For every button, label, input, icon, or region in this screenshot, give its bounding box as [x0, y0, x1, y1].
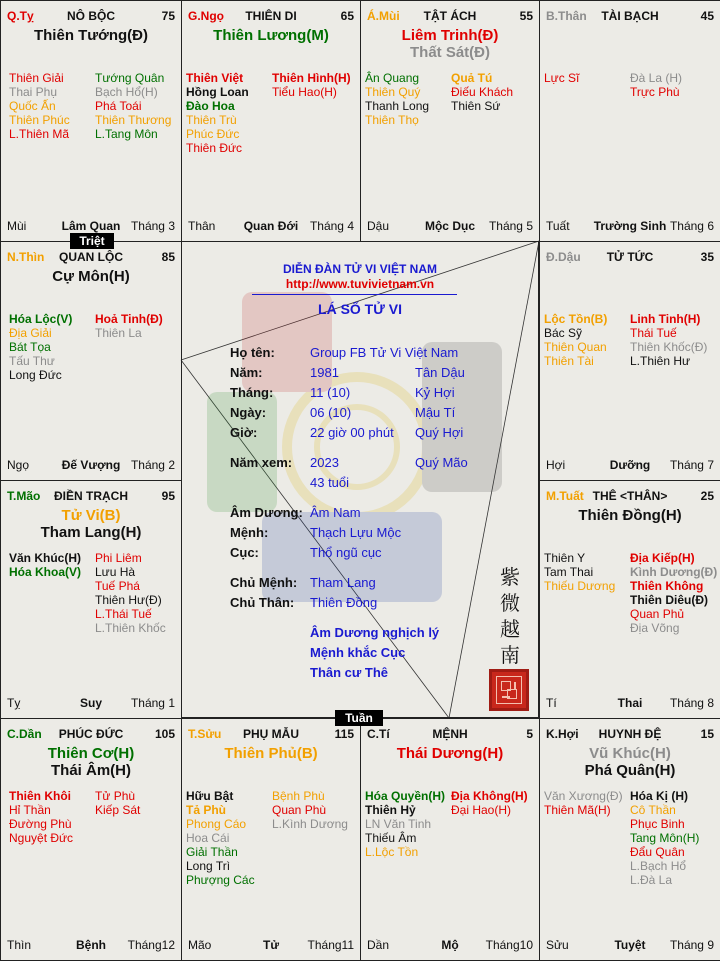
minor-star: Thiên Việt — [186, 71, 244, 85]
amduong-value: Âm Nam — [310, 505, 361, 520]
minor-star: Lưu Hà — [95, 565, 136, 579]
minor-star: Thanh Long — [365, 99, 430, 113]
minor-star: Địa Giải — [9, 326, 52, 340]
minor-star: Hoa Cái — [186, 831, 230, 845]
palace-footer — [188, 219, 354, 233]
minor-star: Tấu Thư — [9, 354, 55, 368]
palace-age: 45 — [700, 9, 714, 23]
palace-header — [7, 489, 175, 505]
footer-branch: Sửu — [546, 938, 569, 952]
footer-stage: Trường Sinh — [593, 219, 667, 233]
minor-star: Tuế Phá — [95, 579, 140, 593]
minor-star: Phi Liêm — [95, 551, 142, 565]
palace-age: 25 — [700, 489, 714, 503]
menh-value: Thạch Lựu Mộc — [310, 525, 402, 540]
view-year-canchi: Quý Mão — [415, 455, 468, 470]
minor-star: Thiên Không — [630, 579, 704, 593]
palace-branch: Q.Tỵ — [7, 9, 34, 23]
minor-star: Tam Thai — [544, 565, 594, 579]
main-star: Thất Sát(Đ) — [410, 44, 490, 61]
palace-footer — [7, 219, 175, 233]
palace-name: NÔ BỘC — [67, 9, 115, 23]
main-stars — [1, 268, 181, 285]
month-label: Tháng: — [230, 385, 274, 400]
footer-branch: Ngọ — [7, 458, 30, 472]
minor-stars-right — [630, 312, 707, 368]
year-label: Năm: — [230, 365, 263, 380]
palace-footer — [546, 696, 714, 710]
minor-stars-right — [630, 789, 699, 887]
palace-name: HUYNH ĐỆ — [598, 727, 662, 741]
minor-stars-left — [544, 312, 607, 368]
footer-month: Tháng 7 — [669, 458, 714, 472]
palace-name: TẬT ÁCH — [423, 9, 477, 23]
palace-name: THÊ <THÂN> — [592, 489, 668, 503]
palace-header — [7, 250, 175, 266]
minor-star: Điếu Khách — [451, 85, 514, 99]
minor-star: Thiên Khốc(Đ) — [630, 340, 708, 354]
calligraphy-column — [495, 564, 525, 668]
palace-age: 95 — [161, 489, 175, 503]
palace-footer — [367, 938, 533, 952]
footer-month: Tháng 8 — [669, 696, 714, 710]
minor-stars-left — [365, 789, 445, 859]
hour-value: 22 giờ 00 phút — [310, 425, 394, 440]
footer-stage: Mộc Dục — [424, 219, 475, 233]
note-amduong: Âm Dương nghịch lý — [310, 625, 440, 640]
palace-header — [546, 250, 714, 266]
footer-stage: Thai — [617, 696, 643, 710]
footer-month: Tháng11 — [307, 938, 354, 952]
footer-branch: Mùi — [7, 219, 27, 233]
palace-age: 75 — [161, 9, 175, 23]
palace-branch: N.Thìn — [7, 250, 45, 264]
minor-star: Tang Môn(H) — [630, 831, 700, 845]
minor-star: Phá Toái — [95, 99, 142, 113]
footer-stage: Tuyệt — [614, 938, 646, 952]
main-star: Thiên Phủ(B) — [224, 745, 318, 762]
minor-star: Hoả Tinh(Đ) — [95, 312, 163, 326]
note-menh-cuc: Mệnh khắc Cục — [310, 645, 406, 660]
footer-month: Tháng 5 — [488, 219, 533, 233]
minor-star: Địa Kiếp(H) — [630, 551, 695, 565]
palace-cell — [539, 480, 720, 719]
view-year-label: Năm xem: — [230, 455, 293, 470]
minor-star: Thiên Y — [544, 551, 586, 565]
minor-star: Thiên Phúc — [9, 113, 70, 127]
calligraphy-char-1: 紫 — [500, 565, 520, 589]
amduong-label: Âm Dương: — [230, 505, 303, 520]
minor-star: Long Đức — [9, 368, 62, 382]
palace-cell — [360, 718, 540, 961]
palace-footer — [546, 458, 714, 472]
minor-star: Tướng Quân — [95, 71, 165, 85]
main-star: Tử Vi(B) — [61, 507, 121, 524]
cuc-value: Thổ ngũ cục — [310, 545, 382, 560]
palace-cell — [0, 241, 182, 481]
minor-star: Trực Phù — [630, 85, 680, 99]
minor-star: Cô Thần — [630, 803, 676, 817]
minor-stars-right — [451, 789, 528, 817]
palace-cell — [181, 0, 361, 242]
palace-cell — [0, 480, 182, 719]
palace-cell — [0, 0, 182, 242]
palace-header — [367, 727, 533, 743]
main-star: Thiên Cơ(H) — [47, 745, 135, 762]
footer-stage: Lâm Quan — [61, 219, 121, 233]
minor-star: Quả Tú — [451, 71, 493, 85]
cuc-label: Cục: — [230, 545, 259, 560]
minor-star: Thiên Đức — [186, 141, 243, 155]
main-stars — [182, 745, 360, 762]
footer-month: Tháng12 — [127, 938, 175, 952]
footer-month: Tháng 3 — [130, 219, 175, 233]
main-star: Tham Lang(H) — [40, 524, 142, 541]
red-seal-stamp — [489, 669, 529, 711]
minor-star: Hữu Bật — [186, 789, 234, 803]
minor-star: Đào Hoa — [186, 99, 235, 113]
main-star: Thiên Lương(M) — [213, 27, 329, 44]
footer-month: Tháng 4 — [309, 219, 354, 233]
footer-branch: Tuất — [546, 219, 570, 233]
minor-star: Nguyệt Đức — [9, 831, 74, 845]
minor-star: Thiếu Âm — [365, 831, 417, 845]
palace-header — [188, 727, 354, 743]
day-label: Ngày: — [230, 405, 267, 420]
minor-star: Thiên Khôi — [9, 789, 71, 803]
note-than: Thân cư Thê — [310, 665, 389, 680]
palace-cell — [539, 241, 720, 481]
minor-stars-left — [9, 789, 73, 845]
palace-branch: G.Ngọ — [188, 9, 224, 23]
minor-star: Thiên Diêu(Đ) — [630, 593, 708, 607]
minor-stars-right — [95, 789, 140, 817]
main-stars — [1, 507, 181, 541]
footer-branch: Dần — [367, 938, 390, 952]
calligraphy-char-3: 越 — [500, 617, 520, 641]
footer-branch: Thân — [188, 219, 216, 233]
minor-star: Bát Tọa — [9, 340, 51, 354]
palace-branch: C.Tí — [367, 727, 390, 741]
tuan-marker: Tuần — [335, 710, 383, 726]
palace-cell — [181, 718, 361, 961]
palace-branch: Đ.Dậu — [546, 250, 581, 264]
palace-age: 35 — [700, 250, 714, 264]
minor-star: Bác Sỹ — [544, 326, 583, 340]
minor-star: L.Thiên Khốc — [95, 621, 166, 635]
minor-star: Hồng Loan — [186, 85, 249, 99]
minor-stars-left — [186, 71, 249, 155]
footer-stage: Bệnh — [76, 938, 106, 952]
footer-stage: Đế Vượng — [61, 458, 121, 472]
minor-stars-right — [630, 71, 682, 99]
minor-star: Giải Thần — [186, 845, 238, 859]
triet-marker: Triệt — [70, 233, 114, 249]
calligraphy-char-2: 微 — [500, 591, 520, 615]
footer-branch: Tí — [546, 696, 557, 710]
minor-star: Thiên Hỷ — [365, 803, 416, 817]
minor-star: Thiếu Dương — [544, 579, 616, 593]
minor-stars-left — [9, 551, 81, 579]
main-star: Phá Quân(H) — [584, 762, 676, 779]
main-star: Liêm Trinh(Đ) — [401, 27, 499, 44]
minor-star: Thiên Hư(Đ) — [95, 593, 162, 607]
minor-star: Lực Sĩ — [544, 71, 580, 85]
footer-branch: Tỵ — [7, 696, 21, 710]
chart-title: LÁ SỐ TỬ VI — [318, 301, 402, 317]
palace-name: PHÚC ĐỨC — [58, 727, 124, 741]
minor-star: Thiên Thọ — [365, 113, 419, 127]
minor-stars-left — [544, 789, 623, 817]
footer-month: Tháng 9 — [669, 938, 714, 952]
minor-stars-left — [365, 71, 429, 127]
main-star: Thiên Tướng(Đ) — [33, 27, 148, 44]
day-value: 06 (10) — [310, 405, 352, 420]
main-star: Vũ Khúc(H) — [589, 745, 671, 762]
name-value: Group FB Tử Vi Việt Nam — [310, 345, 459, 360]
palace-footer — [7, 458, 175, 472]
palace-cell — [539, 718, 720, 961]
minor-star: Thiên Thương — [95, 113, 172, 127]
footer-stage: Quan Đới — [243, 219, 299, 233]
palace-name: ĐIỀN TRẠCH — [54, 489, 128, 503]
palace-name: QUAN LỘC — [59, 250, 123, 264]
minor-star: Đà La (H) — [630, 71, 683, 85]
palace-name: THIÊN DI — [245, 9, 297, 23]
palace-header — [367, 9, 533, 25]
palace-branch: B.Thân — [546, 9, 587, 23]
minor-star: L.Thiên Mã — [9, 127, 70, 141]
palace-footer — [188, 938, 354, 952]
footer-branch: Dậu — [367, 219, 390, 233]
chumenh-value: Tham Lang — [310, 575, 376, 590]
minor-star: Đẩu Quân — [630, 845, 685, 859]
footer-stage: Tử — [262, 938, 280, 952]
minor-star: Kiếp Sát — [95, 803, 141, 817]
main-star: Thiên Đồng(H) — [578, 507, 682, 524]
minor-star: Tử Phù — [95, 789, 136, 803]
view-year-value: 2023 — [310, 455, 339, 470]
minor-star: L.Thiên Hư — [630, 354, 691, 368]
palace-header — [546, 727, 714, 743]
minor-star: L.Kình Dương — [272, 817, 348, 831]
minor-star: Thiên Mã(H) — [544, 803, 611, 817]
main-stars — [1, 27, 181, 44]
name-label: Họ tên: — [230, 345, 275, 360]
palace-footer — [546, 938, 714, 952]
palace-branch: Á.Mùi — [367, 9, 400, 23]
palace-cell — [0, 718, 182, 961]
main-stars — [361, 27, 539, 61]
minor-star: Hóa Quyền(H) — [365, 789, 446, 803]
minor-star: L.Lộc Tồn — [365, 845, 419, 859]
minor-star: Phượng Các — [186, 873, 255, 887]
minor-star: Văn Xương(Đ) — [544, 789, 623, 803]
minor-star: Quốc Ấn — [9, 99, 56, 113]
minor-star: Bệnh Phù — [272, 789, 325, 803]
minor-star: Kình Dương(Đ) — [630, 565, 718, 579]
minor-star: Linh Tinh(H) — [630, 312, 701, 326]
minor-star: Lộc Tồn(B) — [544, 312, 608, 326]
palace-branch: K.Hợi — [546, 727, 579, 741]
minor-star: Đại Hao(H) — [451, 803, 512, 817]
minor-star: L.Bạch Hổ — [630, 859, 687, 873]
calligraphy-char-4: 南 — [500, 643, 520, 667]
minor-stars-left — [9, 312, 72, 382]
chuthan-label: Chủ Thân: — [230, 595, 295, 610]
day-canchi: Mậu Tí — [415, 405, 456, 420]
minor-star: Thiên Quan — [544, 340, 607, 354]
palace-age: 55 — [519, 9, 533, 23]
footer-branch: Mão — [188, 938, 212, 952]
month-canchi: Kỷ Hợi — [415, 385, 455, 400]
main-stars — [361, 745, 539, 762]
palace-cell — [360, 0, 540, 242]
palace-header — [188, 9, 354, 25]
center-info-panel — [181, 241, 539, 718]
palace-branch: T.Sửu — [188, 727, 222, 741]
footer-stage: Dưỡng — [609, 458, 651, 472]
palace-age: 115 — [334, 727, 354, 741]
main-stars — [1, 745, 181, 779]
minor-star: L.Thái Tuế — [95, 607, 152, 621]
palace-header — [546, 9, 714, 25]
minor-stars-right — [272, 71, 351, 99]
minor-star: Thiên Tài — [544, 354, 594, 368]
year-canchi: Tân Dậu — [415, 365, 465, 380]
minor-star: Phục Binh — [630, 817, 685, 831]
chumenh-label: Chủ Mệnh: — [230, 575, 298, 590]
footer-stage: Mộ — [441, 938, 459, 952]
year-value: 1981 — [310, 365, 339, 380]
minor-star: L.Tang Môn — [95, 127, 158, 141]
minor-stars-left — [186, 789, 255, 887]
footer-branch: Hợi — [546, 458, 566, 472]
minor-star: Địa Không(H) — [451, 789, 528, 803]
site-url[interactable]: http://www.tuvivietnam.vn — [285, 277, 435, 291]
minor-stars-right — [95, 312, 163, 340]
minor-star: LN Văn Tinh — [365, 817, 432, 831]
minor-star: Quan Phù — [272, 803, 327, 817]
minor-star: Bạch Hổ(H) — [95, 85, 158, 99]
age-value: 43 tuổi — [310, 475, 350, 490]
palace-footer — [367, 219, 533, 233]
minor-star: Phúc Đức — [186, 127, 240, 141]
footer-month: Tháng 6 — [669, 219, 714, 233]
footer-branch: Thìn — [7, 938, 32, 952]
minor-star: Địa Võng — [630, 621, 680, 635]
main-star: Cự Môn(H) — [52, 268, 130, 285]
month-value: 11 (10) — [310, 385, 351, 400]
palace-cell — [539, 0, 720, 242]
palace-footer — [7, 938, 175, 952]
minor-star: Đường Phù — [9, 817, 72, 831]
palace-name: TỬ TỨC — [606, 250, 654, 264]
minor-star: Thái Tuế — [630, 326, 677, 340]
minor-star: Hóa Kị (H) — [630, 789, 688, 803]
minor-star: Thiên Quý — [365, 85, 421, 99]
minor-star: Thiên Trù — [186, 113, 237, 127]
palace-age: 85 — [161, 250, 175, 264]
palace-age: 15 — [700, 727, 714, 741]
minor-star: Thai Phụ — [9, 85, 58, 99]
main-stars — [540, 745, 720, 779]
minor-star: Thiên Sứ — [451, 99, 501, 113]
palace-branch: M.Tuất — [546, 489, 584, 503]
minor-star: Tả Phù — [186, 803, 227, 817]
palace-header — [7, 9, 175, 25]
minor-star: Long Trì — [186, 859, 231, 873]
minor-stars-right — [630, 551, 717, 635]
main-star: Thái Âm(H) — [51, 762, 131, 779]
minor-stars-right — [272, 789, 348, 831]
hour-canchi: Quý Hợi — [415, 425, 464, 440]
palace-age: 65 — [340, 9, 354, 23]
main-star: Thái Dương(H) — [396, 745, 504, 762]
minor-star: Tiểu Hao(H) — [272, 85, 337, 99]
palace-header — [546, 489, 714, 505]
palace-age: 105 — [154, 727, 175, 741]
minor-star: Thiên La — [95, 326, 142, 340]
footer-month: Tháng 2 — [130, 458, 175, 472]
palace-name: PHỤ MẪU — [243, 727, 299, 741]
palace-footer — [7, 696, 175, 710]
palace-age: 5 — [526, 727, 533, 741]
minor-stars-right — [451, 71, 513, 113]
minor-stars-left — [9, 71, 70, 141]
minor-star: Hỉ Thần — [9, 803, 51, 817]
chuthan-value: Thiên Đồng — [310, 595, 378, 610]
hour-label: Giờ: — [230, 425, 258, 440]
minor-stars-right — [95, 551, 166, 635]
palace-branch: C.Dần — [7, 727, 42, 741]
minor-star: Thiên Hình(H) — [272, 71, 351, 85]
minor-star: Văn Khúc(H) — [9, 551, 81, 565]
minor-star: L.Đà La — [630, 873, 673, 887]
footer-stage: Suy — [79, 696, 102, 710]
minor-star: Thiên Giải — [9, 71, 64, 85]
footer-month: Tháng 1 — [130, 696, 175, 710]
site-title: DIỄN ĐÀN TỬ VI VIỆT NAM — [283, 262, 437, 276]
menh-label: Mệnh: — [230, 525, 269, 540]
minor-stars-left — [544, 71, 579, 85]
palace-header — [7, 727, 175, 743]
minor-star: Quan Phủ — [630, 607, 685, 621]
main-stars — [540, 507, 720, 524]
minor-star: Hóa Lộc(V) — [9, 312, 73, 326]
palace-name: TÀI BẠCH — [601, 9, 659, 23]
minor-star: Ân Quang — [365, 71, 420, 85]
minor-stars-right — [95, 71, 171, 141]
main-stars — [182, 27, 360, 44]
minor-stars-left — [544, 551, 615, 593]
footer-month: Tháng10 — [485, 938, 533, 952]
palace-branch: T.Mão — [7, 489, 41, 503]
palace-footer — [546, 219, 714, 233]
minor-star: Phong Cáo — [186, 817, 247, 831]
palace-name: MỆNH — [432, 727, 468, 741]
minor-star: Hóa Khoa(V) — [9, 565, 81, 579]
title-underline — [252, 294, 457, 295]
